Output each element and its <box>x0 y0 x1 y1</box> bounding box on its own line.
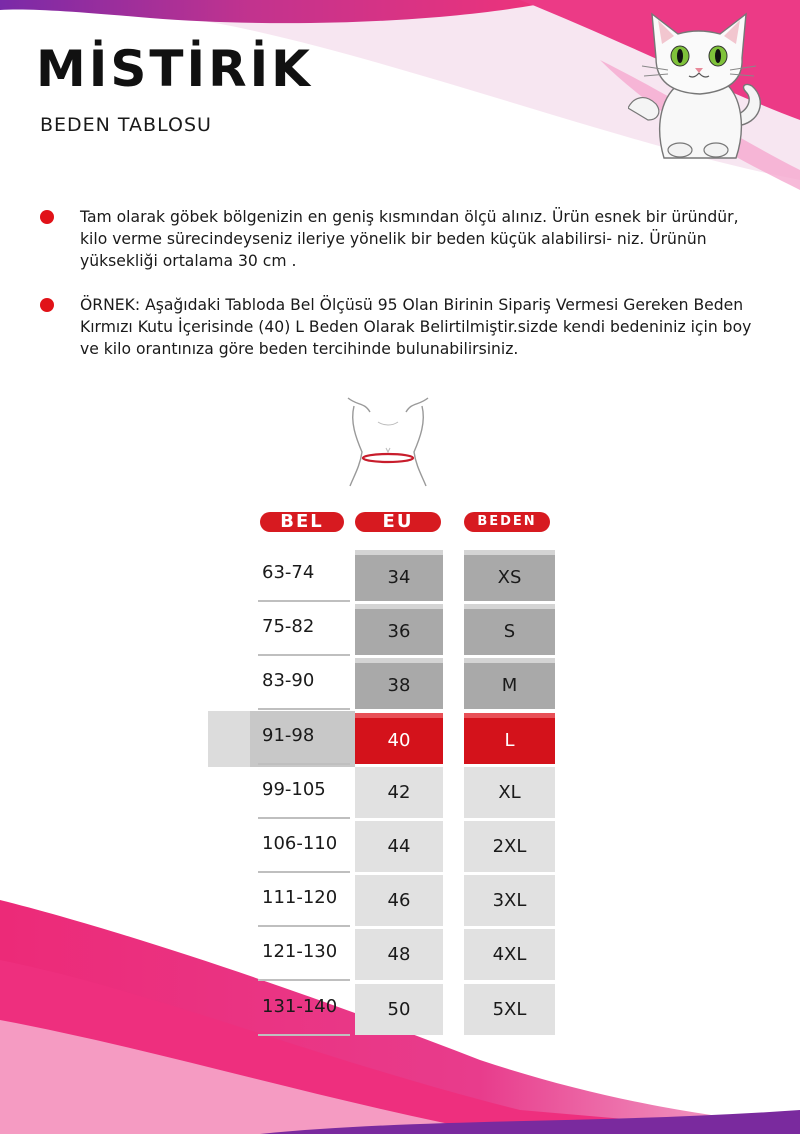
header-beden: BEDEN <box>464 512 550 532</box>
notes-list <box>38 206 768 382</box>
cat-mascot-icon <box>628 8 768 160</box>
bel-cell: 106-110 <box>262 833 338 854</box>
beden-cell: 4XL <box>464 929 555 980</box>
beden-cell: 5XL <box>464 984 555 1035</box>
eu-cell: 42 <box>355 767 443 818</box>
size-row <box>0 873 800 929</box>
bel-underline <box>258 708 350 710</box>
eu-cell: 38 <box>355 658 443 709</box>
beden-cell: XL <box>464 767 555 818</box>
red-bullet-icon <box>40 298 54 312</box>
eu-cell: 50 <box>355 984 443 1035</box>
size-row <box>0 982 800 1038</box>
bel-cell: 75-82 <box>262 616 315 637</box>
red-bullet-icon <box>40 210 54 224</box>
size-row <box>0 819 800 875</box>
beden-cell: 3XL <box>464 875 555 926</box>
beden-cell: S <box>464 604 555 655</box>
eu-cell: 46 <box>355 875 443 926</box>
beden-cell: XS <box>464 550 555 601</box>
note-text: Tam olarak göbek bölgenizin en geniş kısmından ölçü alınız. Ürün esnek bir üründür, kilo verme sürecindeyseniz ileriye yönelik bir beden küçük alabilirsi- niz. Ürünün yüksekliği ortalama 30 cm . <box>80 208 739 270</box>
bel-cell: 91-98 <box>262 725 315 746</box>
size-row <box>0 765 800 821</box>
bel-cell: 63-74 <box>262 562 315 583</box>
size-row <box>0 602 800 658</box>
bel-underline <box>258 979 350 981</box>
eu-cell: 40 <box>355 713 443 764</box>
bel-cell: 111-120 <box>262 887 338 908</box>
note-item <box>38 294 768 360</box>
beden-cell: 2XL <box>464 821 555 872</box>
size-row <box>0 711 800 767</box>
highlight-band-edge <box>208 711 250 767</box>
eu-cell: 48 <box>355 929 443 980</box>
waist-measure-icon <box>340 392 436 488</box>
bel-cell: 131-140 <box>262 996 338 1017</box>
size-row <box>0 927 800 983</box>
eu-cell: 44 <box>355 821 443 872</box>
eu-cell: 36 <box>355 604 443 655</box>
note-text: ÖRNEK: Aşağıdaki Tabloda Bel Ölçüsü 95 Olan Birinin Sipariş Vermesi Gereken Beden Kırmızı Kutu İçerisinde (40) L Beden Olarak Belirtilmiştir.sizde kendi bedeniniz için boy ve kilo orantınıza göre beden tercihinde bulunabilirsiniz. <box>80 296 752 358</box>
header-eu: EU <box>355 512 441 532</box>
eu-cell: 34 <box>355 550 443 601</box>
bel-cell: 121-130 <box>262 941 338 962</box>
size-row <box>0 548 800 604</box>
beden-cell: L <box>464 713 555 764</box>
size-row <box>0 656 800 712</box>
header-bel: BEL <box>260 512 344 532</box>
bel-cell: 83-90 <box>262 670 315 691</box>
bel-cell: 99-105 <box>262 779 326 800</box>
note-item <box>38 206 768 272</box>
beden-cell: M <box>464 658 555 709</box>
bel-underline <box>258 1034 350 1036</box>
brand-logo: MİSTİRİK <box>36 40 313 98</box>
page-subtitle: BEDEN TABLOSU <box>40 114 212 136</box>
